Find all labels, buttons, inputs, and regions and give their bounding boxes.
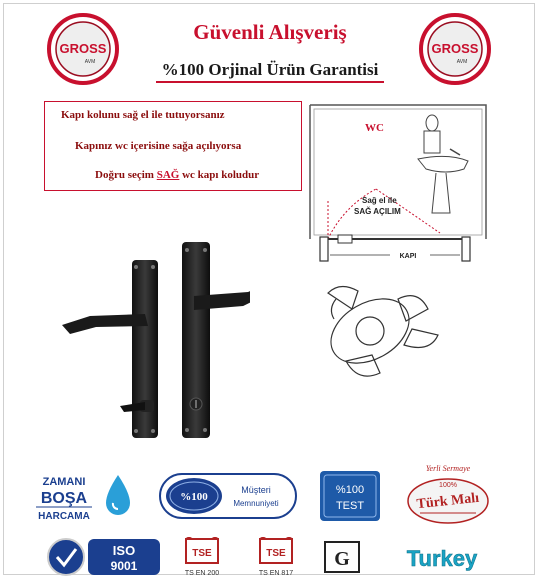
tse1-mark: TSE [192,548,212,559]
g-mark: G [334,548,350,570]
iso-label: ISO [112,543,136,558]
test-label: TEST [335,500,365,512]
subtitle-text: %100 Orjinal Ürün Garantisi [156,60,385,83]
zamani-line-2: BOŞA [40,490,88,507]
info-line-3-suffix: wc kapı koludur [179,169,260,181]
test-badge [318,469,382,523]
opening-label: SAĞ AÇILIM [354,207,401,216]
page-title: Güvenli Alışveriş [193,20,347,44]
gross-logo-right [418,12,492,86]
info-line-3-emphasis: SAĞ [156,169,180,181]
tse-en-200-badge [172,537,232,579]
info-box [44,101,302,191]
tse-en-817-badge [246,537,306,579]
iso-9001-badge [44,535,164,579]
test-pct: %100 [335,484,365,496]
turk-mali-badge [398,459,498,531]
tse2-mark: TSE [266,548,286,559]
turkey-badge [384,539,504,575]
zamani-line-3: HARCAMA [38,511,90,522]
info-line-3-prefix: Doğru seçim [95,169,157,181]
info-line-1: Kapı kolunu sağ el ile tutuyorsanız [61,109,225,121]
wc-label: WC [365,122,384,134]
satisfaction-line-1: Müşteri [241,485,271,495]
badges-section [0,455,540,580]
door-handle-image [50,230,250,450]
turk-top: Yerli Sermaye [425,464,471,473]
person-figure [320,286,438,376]
logo-text-right: GROSS [431,41,479,56]
header [6,6,534,86]
turkey-text: Turkey [406,546,478,571]
door-label: KAPI [399,253,417,260]
zamani-bosa-harcama-badge [24,467,144,529]
zamani-line-1: ZAMANI [42,476,86,488]
iso-number: 9001 [110,559,138,573]
hand-label: Sağ el ile [362,196,397,205]
tse1-code: TS EN 200 [184,570,220,577]
info-line-2: Kapınız wc içerisine sağa açılıyorsa [75,140,242,152]
turk-mid: 100% [439,482,457,489]
logo-sub-left: AVM [84,59,96,65]
logo-sub-right: AVM [456,59,468,65]
musteri-memnuniyeti-badge [158,471,298,521]
turk-main: Türk Malı [415,490,480,513]
logo-text-left: GROSS [59,41,107,56]
tse2-code: TS EN 817 [258,570,294,577]
wc-door-diagram [300,103,500,403]
g-mark-badge [322,539,362,575]
satisfaction-pct: %100 [180,491,208,503]
info-line-3 [95,169,259,181]
satisfaction-line-2: Memnuniyeti [233,499,279,508]
